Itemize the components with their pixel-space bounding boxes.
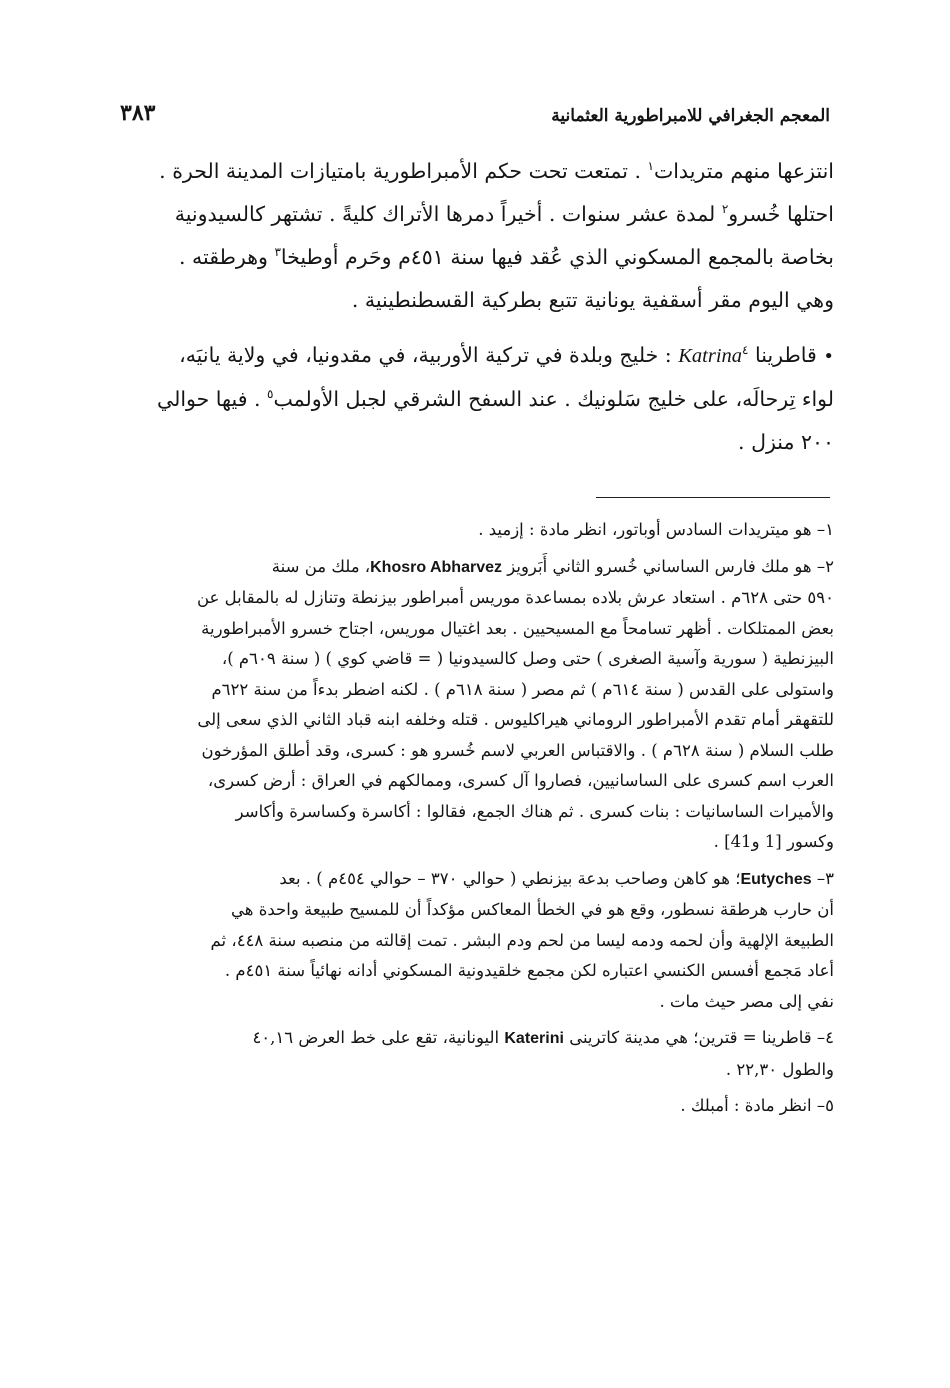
entry-line: لواء تِرحالَه، على خليج سَلونيك . عند السفح الشرقي لجبل الأولمب$^٥$ . فيها حوالي [157,387,834,411]
page-number: ٣٨٣ [120,100,156,126]
running-title: المعجم الجغرافي للامبراطورية العثمانية [551,106,830,126]
body-line: بخاصة بالمجمع المسكوني الذي عُقد فيها سنة ٤٥١م وحَرم أوطيخا$^٣$ وهرطقته . [179,245,834,269]
footnote-ref[interactable]: ٤ [742,343,749,358]
footnotes-section [118,515,834,1122]
footnote-4: ٤– قاطرينا = قترين؛ هي مدينة كاترينى Katerini اليونانية، تقع على خط العرض ٤٠,١٦ والطول ٢٢,٣٠ . [252,1028,834,1079]
footnote-divider [596,497,830,498]
footnote-2: ٢– هو ملك فارس الساساني خُسرو الثاني أَبَرويز Khosro Abharvez، ملك من سنة ٥٩٠ حتى ٦٢٨م . استعاد عرش بلاده بمساعدة موريس أمبراطور بيزنطة وتنازل له بالمقابل عن بعض الممتلكات . أظهر تسامحاً مع المسيحيين . بعد اغتيال موريس، اجتاح خسرو الأمبراطورية البيزنطية ( سورية وآسية الصغرى ) حتى وصل كالسيدونيا ( = قاضي كوي ) ( سنة ٦٠٩م )، واستولى على القدس ( سنة ٦١٤م ) ثم مصر ( سنة ٦١٨م ) . لكنه اضطر بدءاً من سنة ٦٢٢م للتقهقر أمام تقدم الأمبراطور الروماني هيراكليوس . قتله وخلفه ابنه قباد الثاني الذي سعى إلى طلب السلام ( سنة ٦٢٨م ) . والاقتباس العربي لاسم خُسرو هو : كسرى، وقد أطلق المؤرخون العرب اسم كسرى على الساسانيين، فصاروا آل كسرى، وممالكهم في العراق : أرض كسرى، والأميرات الساسانيات : بنات كسرى . ثم هناك الجمع، فقالوا : أكاسرة وكساسرة وأكاسر وكسور [1 و41] . [196,556,834,851]
footnote-ref[interactable]: ٣ [274,245,281,260]
entry-headword: قاطرينا [755,343,817,367]
latin-name: Katrina [678,345,743,367]
footnote-1: ١– هو ميتريدات السادس أوباتور، انظر مادة : إزميد . [478,520,834,539]
footnote-ref[interactable]: ١ [647,159,654,174]
page-header [120,100,830,136]
entry-line: ٢٠٠ منزل . [738,430,834,454]
footnote-5: ٥– انظر مادة : أمبلك . [680,1096,834,1115]
body-line: انتزعها منهم متريدات$^١$ . تمتعت تحت حكم الأمبراطورية بامتيازات المدينة الحرة . [159,159,834,183]
latin-name: Khosro Abharvez [370,558,502,576]
body-line: احتلها خُسرو$^٢$ لمدة عشر سنوات . أخيراً دمرها الأتراك كليةً . تشتهر كالسيدونية [174,202,834,226]
footnote-ref[interactable]: ٢ [721,202,729,217]
main-text [118,150,834,464]
dictionary-entry [118,334,834,464]
footnote-3: ٣– Eutyches؛ هو كاهن وصاحب بدعة بيزنطي ( حوالي ٣٧٠ – حوالي ٤٥٤م ) . بعد أن حارب هرطقة نسطور، وقع هو في الخطأ المعاكس مؤكداً أن للمسيح طبيعة واحدة هي الطبيعة الإلهية وأن لحمه ودمه ليسا من لحم ودم البشر . تمت إقالته من منصبه سنة ٤٤٨، ثم أعاد مَجمع أفسس الكنسي اعتباره لكن مجمع خلقيدونية المسكوني أدانه نهائياً سنة ٤٥١م . نفي إلى مصر حيث مات . [210,868,834,1011]
bullet-icon: • [823,346,834,367]
entry-line: • قاطرينا Katrina$^٤$ : خليج وبلدة في تركية الأوربية، في مقدونيا، في ولاية يانيَه، [179,343,834,367]
footnote-ref[interactable]: ٥ [267,387,274,402]
body-line: وهي اليوم مقر أسقفية يونانية تتبع بطركية القسطنطينية . [351,288,834,312]
latin-name: Katerini [504,1030,564,1047]
latin-name: Eutyches [740,870,812,888]
